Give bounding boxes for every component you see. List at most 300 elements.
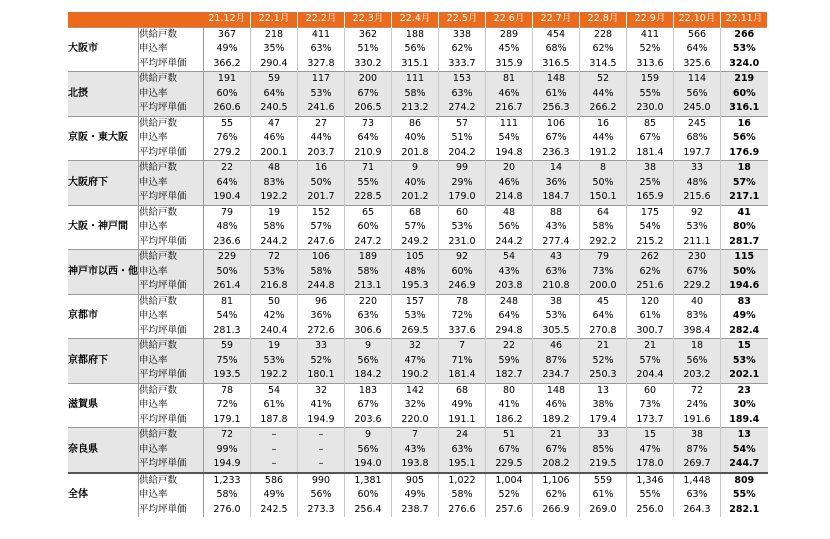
cell-value: 269.7 [674,457,721,473]
cell-value: 324.0 [729,57,760,69]
table-row [68,309,768,324]
cell-value: 59 [251,72,298,87]
cell-value: 183 [345,383,392,398]
table-row [68,279,768,294]
table-row [68,294,768,309]
table-row [68,101,768,116]
cell-value: 32% [392,398,439,413]
cell-value: 9 [345,428,392,443]
cell-value: 44% [580,87,627,102]
cell-value: 35% [251,42,298,57]
cell-value: 71 [345,161,392,176]
cell-value: 22 [486,339,533,354]
cell-value: 48% [674,176,721,191]
cell-value: 53% [533,309,580,324]
cell-value: 56% [674,354,721,369]
table-row [68,220,768,235]
cell-value: 40% [392,176,439,191]
cell-value: 72% [439,309,486,324]
cell-value: 56% [392,42,439,57]
region-name: 全体 [68,473,139,518]
cell-value: 120 [627,294,674,309]
cell-value: 21 [533,428,580,443]
cell-value: 63% [345,309,392,324]
cell-value: 44% [580,131,627,146]
cell-value: 19 [251,339,298,354]
cell-value: 64% [251,87,298,102]
cell-value: 809 [721,473,768,489]
cell-value: 114 [674,72,721,87]
cell-value: 16 [580,116,627,131]
cell-value: 85 [627,116,674,131]
cell-value: 338 [439,27,486,42]
cell-value: 281.3 [204,324,251,339]
cell-value: 79 [204,205,251,220]
cell-value: 274.2 [439,101,486,116]
cell-value: 211.1 [674,235,721,250]
cell-value: 62% [627,265,674,280]
cell-value: 83 [721,294,768,309]
month-header: 22.1月 [251,12,298,27]
cell-value: 73 [345,116,392,131]
cell-value: 251.6 [627,279,674,294]
cell-value: 152 [298,205,345,220]
cell-value: 256.3 [533,101,580,116]
cell-value: 194.8 [486,146,533,161]
cell-value: 16 [298,161,345,176]
cell-value: 81 [486,72,533,87]
table-row [68,131,768,146]
cell-value: 50% [580,176,627,191]
cell-value: 33 [580,428,627,443]
cell-value: 53% [298,87,345,102]
table-row [68,398,768,413]
cell-value: 68 [439,383,486,398]
cell-value: 60% [345,488,392,503]
cell-value: 56% [486,220,533,235]
cell-value: 228 [580,27,627,42]
cell-value: 52% [486,488,533,503]
cell-value: 398.4 [674,324,721,339]
cell-value: 190.2 [392,368,439,383]
metric-label: 供給戸数 [139,116,204,131]
cell-value: 59 [204,339,251,354]
cell-value: 256.0 [627,503,674,518]
metric-label: 供給戸数 [139,294,204,309]
cell-value: 191.1 [439,413,486,428]
cell-value: 216.8 [251,279,298,294]
cell-value: 73% [580,265,627,280]
month-header: 22.5月 [439,12,486,27]
cell-value: 49% [439,398,486,413]
month-header: 22.3月 [345,12,392,27]
cell-value: 188 [392,27,439,42]
metric-label: 申込率 [139,87,204,102]
cell-value: – [298,443,345,458]
cell-value: 217.1 [721,190,768,205]
cell-value: 218 [251,27,298,42]
cell-value: 261.4 [204,279,251,294]
cell-value: 230 [674,250,721,265]
cell-value: 1,233 [204,473,251,489]
cell-value: 50% [721,265,768,280]
cell-value: 7 [392,428,439,443]
cell-value: 247.6 [298,235,345,250]
metric-label: 申込率 [139,131,204,146]
cell-value: 56% [674,87,721,102]
cell-value: 55 [204,116,251,131]
cell-value: 58% [298,265,345,280]
table-row [68,116,768,131]
cell-value: 64% [345,131,392,146]
cell-value: 201.2 [392,190,439,205]
metric-label: 平均坪単価 [139,57,204,72]
cell-value: 189.4 [729,413,760,425]
region-name: 京都市 [68,294,139,339]
cell-value: 53% [732,43,756,54]
cell-value: 566 [674,27,721,42]
cell-value: 279.2 [204,146,251,161]
cell-value: 250.3 [580,368,627,383]
cell-value: 203.6 [345,413,392,428]
cell-value: 200 [345,72,392,87]
cell-value: 72% [204,398,251,413]
cell-value: – [251,457,298,473]
cell-value: 38 [674,428,721,443]
month-header: 21.12月 [204,12,251,27]
cell-value: 213.1 [345,279,392,294]
cell-value: 57% [298,220,345,235]
cell-value: 203.7 [298,146,345,161]
cell-value: 187.8 [251,413,298,428]
cell-value: 75% [204,354,251,369]
cell-value: 330.2 [345,57,392,72]
cell-value: 245.0 [674,101,721,116]
cell-value: 46% [533,398,580,413]
cell-value: 81 [204,294,251,309]
cell-value: 67% [486,443,533,458]
table-row [68,57,768,72]
cell-value: 48 [251,161,298,176]
table-row [68,443,768,458]
cell-value: 266.9 [533,503,580,518]
cell-value: 191.6 [674,413,721,428]
cell-value: 24 [439,428,486,443]
cell-value: 47 [251,116,298,131]
cell-value: 13 [721,428,768,443]
cell-value: 19 [251,205,298,220]
cell-value: 60 [627,383,674,398]
cell-value: 67% [533,443,580,458]
cell-value: 184.7 [533,190,580,205]
cell-value: 24% [674,398,721,413]
cell-value: 106 [298,250,345,265]
metric-label: 供給戸数 [139,339,204,354]
cell-value: 60% [721,87,768,102]
cell-value: 41% [486,398,533,413]
cell-value: 65 [345,205,392,220]
cell-value: 68% [533,42,580,57]
cell-value: – [298,457,345,473]
supply-rate-table [68,12,768,517]
cell-value: 8 [580,161,627,176]
cell-value: 49% [204,42,251,57]
cell-value: 106 [533,116,580,131]
cell-value: 111 [486,116,533,131]
cell-value: 201.7 [298,190,345,205]
cell-value: 314.5 [580,57,627,72]
cell-value: 337.6 [439,324,486,339]
cell-value: 41 [721,205,768,220]
cell-value: 213.2 [392,101,439,116]
cell-value: 21 [580,339,627,354]
cell-value: 244.8 [298,279,345,294]
metric-label: 平均坪単価 [139,190,204,205]
cell-value: 72 [674,383,721,398]
cell-value: 270.8 [580,324,627,339]
cell-value: 38 [533,294,580,309]
region-name: 京阪・東大阪 [68,116,139,161]
cell-value: 289 [486,27,533,42]
cell-value: 58% [439,488,486,503]
cell-value: – [251,443,298,458]
metric-label: 平均坪単価 [139,235,204,250]
cell-value: 248 [486,294,533,309]
cell-value: 273.3 [298,503,345,518]
metric-label: 平均坪単価 [139,146,204,161]
metric-label: 平均坪単価 [139,101,204,116]
cell-value: 22 [204,161,251,176]
cell-value: 247.2 [345,235,392,250]
cell-value: 30% [732,399,756,410]
cell-value: 276.6 [439,503,486,518]
cell-value: 148 [533,72,580,87]
cell-value: 51% [439,131,486,146]
cell-value: 67% [345,398,392,413]
cell-value: 25% [627,176,674,191]
cell-value: 55% [627,488,674,503]
cell-value: 197.7 [674,146,721,161]
cell-value: 181.4 [439,368,486,383]
table-row [68,205,768,220]
table-row [68,457,768,473]
cell-value: 249.2 [392,235,439,250]
month-header: 22.10月 [674,12,721,27]
cell-value: 206.5 [345,101,392,116]
cell-value: 36% [533,176,580,191]
cell-value: 210.9 [345,146,392,161]
metric-label: 供給戸数 [139,72,204,87]
table-row [68,368,768,383]
cell-value: 1,346 [627,473,674,489]
cell-value: 244.7 [721,457,768,473]
cell-value: 47% [392,354,439,369]
cell-value: 313.6 [627,57,674,72]
cell-value: 191 [204,72,251,87]
cell-value: 64% [486,309,533,324]
cell-value: 32 [392,339,439,354]
cell-value: 362 [345,27,392,42]
cell-value: 44% [298,131,345,146]
region-name: 大阪府下 [68,161,139,206]
cell-value: 58% [345,265,392,280]
cell-value: 99 [439,161,486,176]
table-row [68,42,768,57]
cell-value: 55% [732,489,756,500]
cell-value: 57 [439,116,486,131]
table-row [68,354,768,369]
cell-value: 83% [251,176,298,191]
month-header: 22.11月 [721,12,768,27]
cell-value: 411 [627,27,674,42]
cell-value: 32 [298,383,345,398]
cell-value: 204.4 [627,368,674,383]
region-name: 北摂 [68,72,139,117]
cell-value: 61% [533,87,580,102]
cell-value: 200.1 [251,146,298,161]
cell-value: 54% [204,309,251,324]
cell-value: 180.1 [298,368,345,383]
cell-value: 228.5 [345,190,392,205]
cell-value: 194.9 [298,413,345,428]
cell-value: 68 [392,205,439,220]
cell-value: 191.2 [580,146,627,161]
table-row [68,428,768,443]
cell-value: 60 [439,205,486,220]
header-row [68,12,768,27]
cell-value: 40% [392,131,439,146]
cell-value: 63% [298,42,345,57]
cell-value: 58% [392,87,439,102]
cell-value: 54 [251,383,298,398]
cell-value: 182.7 [486,368,533,383]
cell-value: 45% [486,42,533,57]
cell-value: 245 [674,116,721,131]
cell-value: 16 [721,116,768,131]
cell-value: 53% [721,354,768,369]
cell-value: 53% [251,354,298,369]
metric-label: 平均坪単価 [139,324,204,339]
cell-value: 200.0 [580,279,627,294]
cell-value: 294.8 [486,324,533,339]
table-row [68,72,768,87]
cell-value: 46% [251,131,298,146]
cell-value: 215.2 [627,235,674,250]
cell-value: 117 [298,72,345,87]
cell-value: 269.0 [580,503,627,518]
cell-value: 61% [251,398,298,413]
cell-value: 366.2 [204,57,251,72]
cell-value: 38 [627,161,674,176]
cell-value: 153 [439,72,486,87]
cell-value: 9 [345,339,392,354]
cell-value: 96 [298,294,345,309]
cell-value: 61% [580,488,627,503]
metric-label: 供給戸数 [139,161,204,176]
cell-value: 56% [298,488,345,503]
table-row [68,488,768,503]
cell-value: 327.8 [298,57,345,72]
cell-value: 63% [439,87,486,102]
cell-value: 45 [580,294,627,309]
cell-value: 67% [345,87,392,102]
cell-value: 54% [627,220,674,235]
metric-label: 申込率 [139,265,204,280]
cell-value: 276.0 [204,503,251,518]
cell-value: 244.2 [486,235,533,250]
table-row [68,161,768,176]
cell-value: 148 [533,383,580,398]
cell-value: 53% [392,309,439,324]
cell-value: 203.2 [674,368,721,383]
cell-value: 99% [204,443,251,458]
cell-value: 175 [627,205,674,220]
cell-value: 60% [345,220,392,235]
cell-value: 214.8 [486,190,533,205]
metric-label: 申込率 [139,42,204,57]
cell-value: 300.7 [627,324,674,339]
cell-value: 325.6 [674,57,721,72]
cell-value: 64% [580,309,627,324]
cell-value: 43% [533,220,580,235]
cell-value: 315.9 [486,57,533,72]
cell-value: 49% [732,310,756,321]
cell-value: 79 [580,250,627,265]
cell-value: 78 [439,294,486,309]
cell-value: 72 [251,250,298,265]
cell-value: 190.4 [204,190,251,205]
cell-value: 179.1 [204,413,251,428]
region-name: 神戸市以西・他 [68,250,139,295]
metric-label: 供給戸数 [139,205,204,220]
cell-value: 86 [392,116,439,131]
cell-value: 229.5 [486,457,533,473]
cell-value: 36% [298,309,345,324]
cell-value: 52% [298,354,345,369]
cell-value: 282.1 [729,503,760,515]
cell-value: 282.4 [729,324,760,336]
cell-value: 305.5 [533,324,580,339]
cell-value: 266.2 [580,101,627,116]
cell-value: 1,448 [674,473,721,489]
metric-label: 申込率 [139,176,204,191]
cell-value: 20 [486,161,533,176]
cell-value: 192.2 [251,368,298,383]
month-header: 22.9月 [627,12,674,27]
cell-value: 333.7 [439,57,486,72]
cell-value: 316.1 [721,101,768,116]
cell-value: 281.7 [729,235,760,247]
cell-value: 260.6 [204,101,251,116]
cell-value: 150.1 [580,190,627,205]
cell-value: 315.1 [392,57,439,72]
cell-value: 189 [345,250,392,265]
metric-label: 供給戸数 [139,250,204,265]
cell-value: – [298,428,345,443]
cell-value: 242.5 [251,503,298,518]
cell-value: 178.0 [627,457,674,473]
cell-value: 14 [533,161,580,176]
cell-value: 272.6 [298,324,345,339]
cell-value: 238.7 [392,503,439,518]
table-row [68,265,768,280]
cell-value: 88 [533,205,580,220]
cell-value: 244.2 [251,235,298,250]
cell-value: 87% [674,443,721,458]
table-row [68,324,768,339]
cell-value: 179.4 [580,413,627,428]
cell-value: 67% [674,265,721,280]
